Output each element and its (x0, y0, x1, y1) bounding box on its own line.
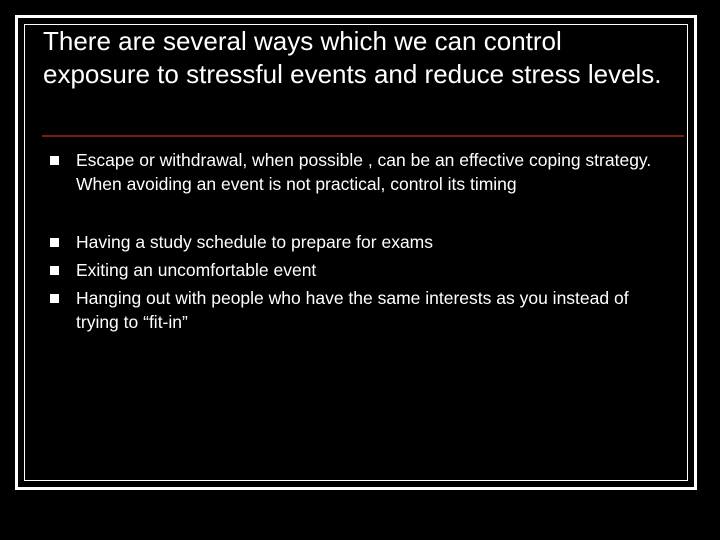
square-bullet-icon (50, 294, 59, 303)
bullet-text: Exiting an uncomfortable event (76, 260, 317, 280)
square-bullet-icon (50, 156, 59, 165)
bullet-text: Escape or withdrawal, when possible , can be an effective coping strategy. When avoiding an event is not practical, control its timing (76, 150, 652, 194)
bullet-item-exiting-event (50, 258, 675, 282)
bullet-item-hanging-out (50, 286, 675, 334)
square-bullet-icon (50, 266, 59, 275)
bullet-item-escape (50, 148, 675, 196)
square-bullet-icon (50, 238, 59, 247)
slide-title: There are several ways which we can control exposure to stressful events and reduce stress levels. (43, 26, 662, 89)
bullet-text: Having a study schedule to prepare for exams (76, 232, 433, 252)
bullet-item-study-schedule (50, 230, 675, 254)
bullet-text: Hanging out with people who have the same interests as you instead of trying to “fit-in” (76, 288, 629, 332)
title-divider (42, 135, 684, 137)
bullet-list (50, 148, 675, 334)
